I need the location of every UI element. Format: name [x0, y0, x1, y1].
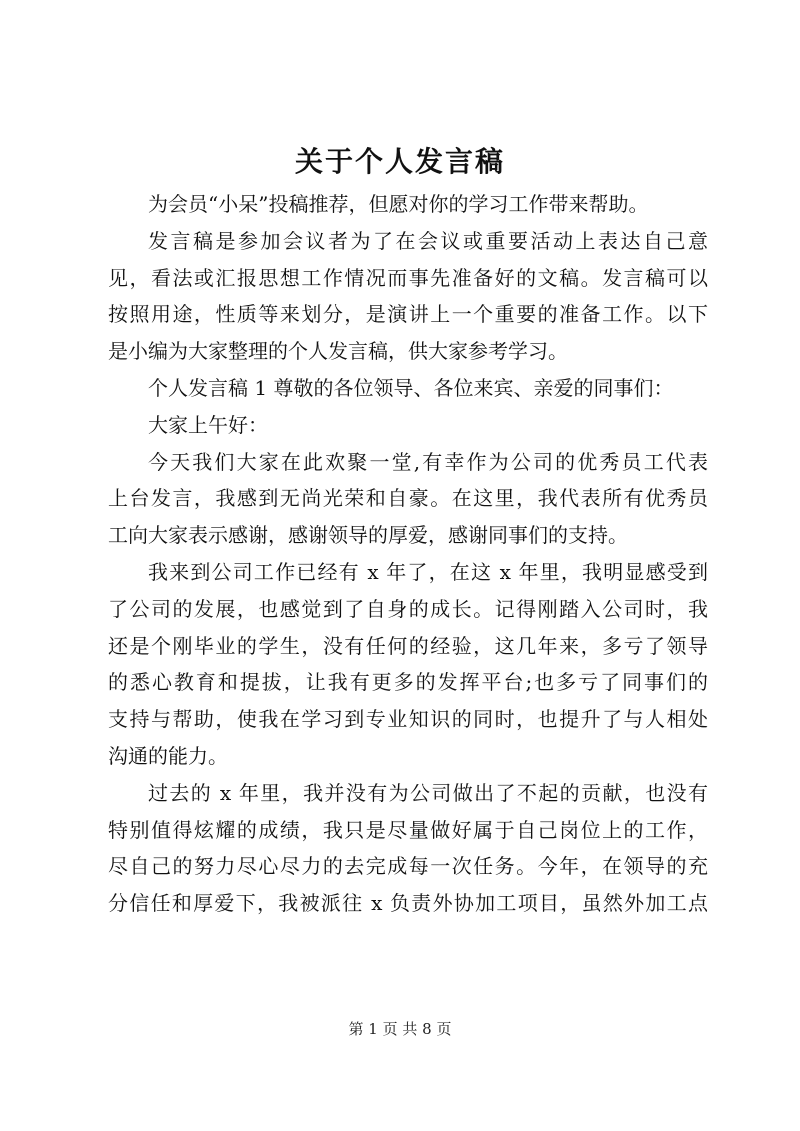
text-line: 沟通的能力。: [108, 743, 228, 768]
text-line: 见，看法或汇报思想工作情况而事先准备好的文稿。发言稿可以: [108, 265, 708, 290]
text-line: 工向大家表示感谢，感谢领导的厚爱，感谢同事们的支持。: [108, 523, 628, 548]
text-line: 个人发言稿 1 尊敬的各位领导、各位来宾、亲爱的同事们：: [148, 375, 674, 400]
text-line: 大家上午好：: [148, 412, 268, 437]
text-line: 发言稿是参加会议者为了在会议或重要活动上表达自己意: [148, 228, 708, 253]
text-line: 特别值得炫耀的成绩，我只是尽量做好属于自己岗位上的工作，: [108, 817, 708, 842]
text-line: 今天我们大家在此欢聚一堂,有幸作为公司的优秀员工代表: [148, 449, 708, 474]
text-line: 分信任和厚爱下，我被派往 x 负责外协加工项目，虽然外加工点: [108, 891, 708, 916]
text-line: 的悉心教育和提拔，让我有更多的发挥平台;也多亏了同事们的: [108, 670, 708, 695]
text-line: 是小编为大家整理的个人发言稿，供大家参考学习。: [108, 339, 568, 364]
text-line: 为会员“小呆”投稿推荐，但愿对你的学习工作带来帮助。: [148, 192, 649, 216]
text-line: 过去的 x 年里，我并没有为公司做出了不起的贡献，也没有: [148, 780, 708, 805]
page-footer: 第 1 页 共 8 页: [348, 1020, 452, 1038]
text-line: 支持与帮助，使我在学习到专业知识的同时，也提升了与人相处: [108, 707, 708, 732]
document-body: [108, 186, 708, 922]
text-line: 还是个刚毕业的学生，没有任何的经验，这几年来，多亏了领导: [108, 633, 708, 658]
text-line: 按照用途，性质等来划分，是演讲上一个重要的准备工作。以下: [108, 302, 708, 327]
text-line: 我来到公司工作已经有 x 年了，在这 x 年里，我明显感受到: [148, 559, 708, 584]
text-line: 尽自己的努力尽心尽力的去完成每一次任务。今年，在领导的充: [108, 854, 708, 879]
text-line: 了公司的发展，也感觉到了自身的成长。记得刚踏入公司时，我: [108, 596, 708, 621]
page-title: 关于个人发言稿: [294, 145, 505, 178]
text-line: 上台发言，我感到无尚光荣和自豪。在这里，我代表所有优秀员: [108, 486, 708, 511]
